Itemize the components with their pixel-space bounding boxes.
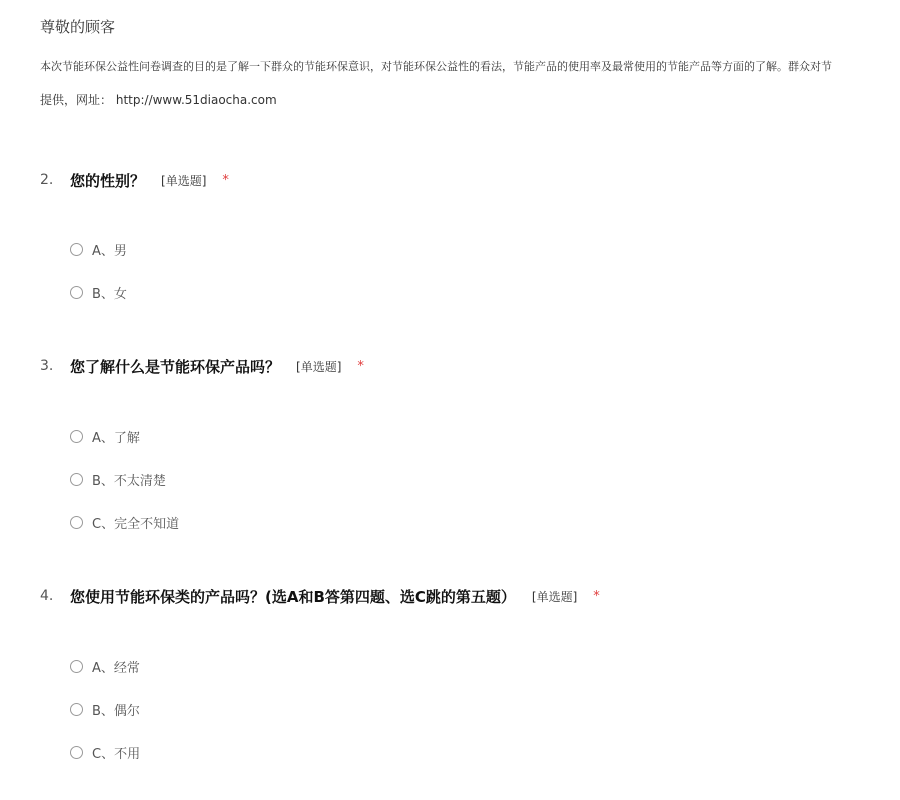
question-title: 您的性别？ [70, 171, 146, 190]
radio-circle-icon[interactable] [70, 516, 83, 529]
option-label: A、经常 [92, 660, 140, 676]
radio-circle-icon[interactable] [70, 703, 83, 716]
radio-circle-icon[interactable] [70, 660, 83, 673]
option-label: A、男 [92, 243, 127, 259]
question-type-tag: [单选题] [296, 359, 342, 374]
required-marker: * [357, 358, 364, 374]
option-radio[interactable] [70, 699, 140, 719]
question-title: 您了解什么是节能环保产品吗？ [70, 357, 281, 376]
question-header [40, 585, 600, 607]
option-radio[interactable] [70, 656, 140, 676]
question-header [40, 355, 364, 377]
option-label: C、完全不知道 [92, 516, 180, 532]
question-number: 4. [40, 588, 54, 604]
required-marker: * [593, 588, 600, 604]
option-label: B、偶尔 [92, 703, 140, 719]
survey-intro-text: 本次节能环保公益性问卷调查的目的是了解一下群众的节能环保意识，对节能环保公益性的看法，节能产品的使用率及最常使用的节能产品等方面的了解。群众对节 [40, 60, 832, 73]
option-radio[interactable] [70, 512, 179, 532]
radio-circle-icon[interactable] [70, 286, 83, 299]
required-marker: * [222, 172, 229, 188]
question-number: 3. [40, 358, 54, 374]
source-link[interactable]: http://www.51diaocha.com [115, 93, 277, 107]
question-number: 2. [40, 172, 54, 188]
source-line [40, 91, 277, 108]
option-label: B、女 [92, 286, 127, 302]
option-radio[interactable] [70, 282, 127, 302]
source-prefix: 提供，网址： [40, 93, 113, 107]
question-header [40, 169, 229, 191]
option-radio[interactable] [70, 742, 140, 762]
option-radio[interactable] [70, 426, 140, 446]
radio-circle-icon[interactable] [70, 746, 83, 759]
question-type-tag: [单选题] [531, 589, 578, 604]
question-title: 您使用节能环保类的产品吗？(选A和B答第四题、选C跳的第五题） [70, 587, 516, 606]
option-radio[interactable] [70, 469, 166, 489]
option-label: C、不用 [92, 746, 141, 762]
greeting-heading: 尊敬的顾客 [40, 18, 116, 36]
option-label: B、不太清楚 [92, 473, 166, 489]
radio-circle-icon[interactable] [70, 243, 83, 256]
question-type-tag: [单选题] [161, 173, 207, 188]
option-label: A、了解 [92, 430, 140, 446]
radio-circle-icon[interactable] [70, 473, 83, 486]
option-radio[interactable] [70, 239, 127, 259]
radio-circle-icon[interactable] [70, 430, 83, 443]
